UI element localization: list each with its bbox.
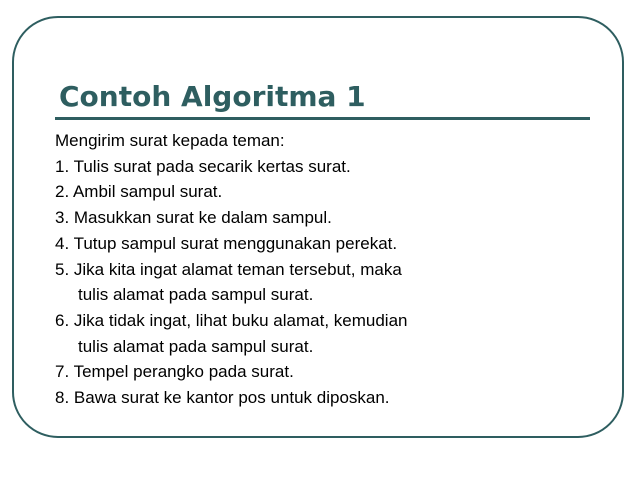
step-8: 8. Bawa surat ke kantor pos untuk diposkan. (55, 388, 390, 408)
step-4: 4. Tutup sampul surat menggunakan perekat. (55, 233, 398, 253)
step-6: 6. Jika tidak ingat, lihat buku alamat, kemudian (55, 310, 408, 330)
slide-title: Contoh Algoritma 1 (59, 80, 366, 113)
step-5-continuation: tulis alamat pada sampul surat. (78, 285, 314, 305)
step-6-continuation: tulis alamat pada sampul surat. (78, 336, 314, 356)
step-5: 5. Jika kita ingat alamat teman tersebut, maka (55, 259, 402, 279)
step-1: 1. Tulis surat pada secarik kertas surat. (55, 156, 351, 176)
step-2: 2. Ambil sampul surat. (55, 182, 223, 202)
step-7: 7. Tempel perangko pada surat. (55, 362, 294, 382)
step-3: 3. Masukkan surat ke dalam sampul. (55, 208, 332, 228)
intro-line: Mengirim surat kepada teman: (55, 131, 285, 150)
algorithm-steps (55, 128, 595, 411)
title-underline (55, 117, 590, 120)
